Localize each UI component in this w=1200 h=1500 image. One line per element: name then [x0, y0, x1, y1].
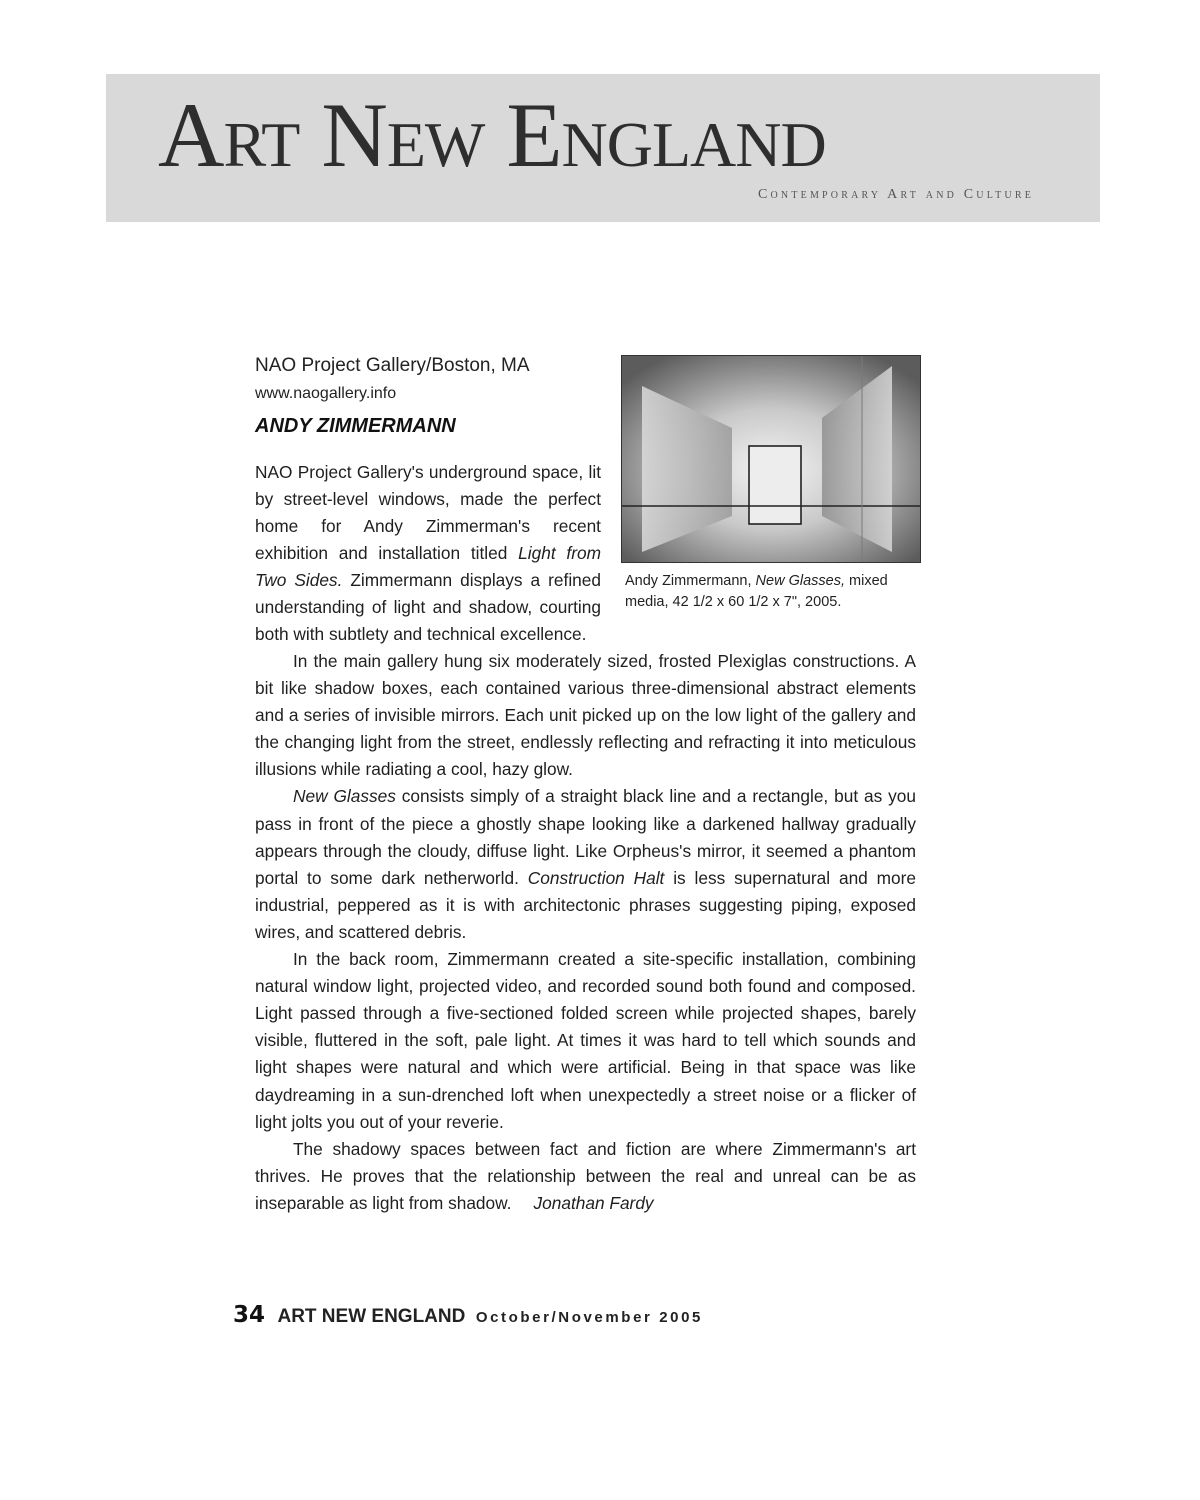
paragraph-text: consists simply of a straight black line and a rectangle, but as you pass in front of the piece a ghostly shape looking like a darkened hallway gradually appears through the cloudy, diffuse light. Like Orpheus's mirror, it seemed a phantom portal to some dark netherworld. — [255, 786, 916, 888]
paragraph-new-glasses — [255, 783, 916, 946]
work-title-new-glasses: New Glasses — [293, 786, 396, 807]
work-title-construction-halt: Construction Halt — [527, 867, 665, 888]
paragraph-main-gallery: In the main gallery hung six moderately sized, frosted Plexiglas constructions. A bit like shadow boxes, each contained various three-dimensional abstract elements and a series of invisible mirrors. Each unit picked up on the low light of the gallery and the changing light from the street, endlessly reflecting and refracting it into meticulous illusions while radiating a cool, hazy glow. — [255, 651, 916, 780]
intro-paragraph — [255, 459, 601, 648]
paragraph-back-room: In the back room, Zimmermann created a site-specific installation, combining natural window light, projected video, and recorded sound both found and composed. Light passed through a five-sectioned folded screen while projected shapes, barely visible, fluttered in the soft, pale light. At times it was hard to tell which sounds and light shapes were natural and which were artificial. Being in that space was like daydreaming in a sun-drenched loft when unexpectedly a street noise or a flicker of light jolts you out of your reverie. — [255, 949, 916, 1132]
photo-caption — [625, 571, 905, 613]
conclusion-text: The shadowy spaces between fact and fiction are where Zimmermann's art thrives. He proves that the relationship between the real and unreal can be as inseparable as light from shadow. — [255, 1138, 916, 1213]
author-byline: Jonathan Fardy — [533, 1192, 654, 1213]
masthead-tagline: Contemporary Art and Culture — [757, 187, 1034, 202]
footer-issue-date: October/November 2005 — [475, 1309, 703, 1326]
paragraph-conclusion — [255, 1136, 916, 1217]
exhibition-title: Light from Two Sides. — [255, 543, 601, 590]
venue-heading: NAO Project Gallery/Boston, MA — [255, 355, 530, 376]
artwork-photo — [621, 355, 921, 563]
masthead — [106, 74, 1100, 222]
caption-title: New Glasses, — [755, 573, 845, 589]
caption-details: mixed media, 42 1/2 x 60 1/2 x 7", 2005. — [625, 573, 888, 610]
paragraph-text-cont: is less supernatural and more industrial, peppered as it is with architectonic phrases suggesting piping, exposed wires, and scattered debris. — [255, 867, 916, 942]
footer-magazine-name: ART NEW ENGLAND — [277, 1306, 466, 1327]
page-number: 34 — [233, 1302, 266, 1328]
artist-name: ANDY ZIMMERMANN — [255, 415, 456, 437]
intro-text: NAO Project Gallery's underground space, lit by street-level windows, made the perfect home for Andy Zimmerman's recent exhibition and installation titled — [255, 462, 601, 563]
article-body — [255, 648, 916, 1217]
gallery-website: www.naogallery.info — [255, 385, 397, 402]
page-footer — [233, 1302, 703, 1328]
caption-artist: Andy Zimmermann, — [625, 573, 756, 589]
masthead-title: Art New England — [158, 84, 826, 186]
intro-text-cont: Zimmermann displays a refined understanding of light and shadow, courting both with subtlety and technical excellence. — [255, 570, 601, 644]
artwork-illustration — [622, 356, 920, 562]
